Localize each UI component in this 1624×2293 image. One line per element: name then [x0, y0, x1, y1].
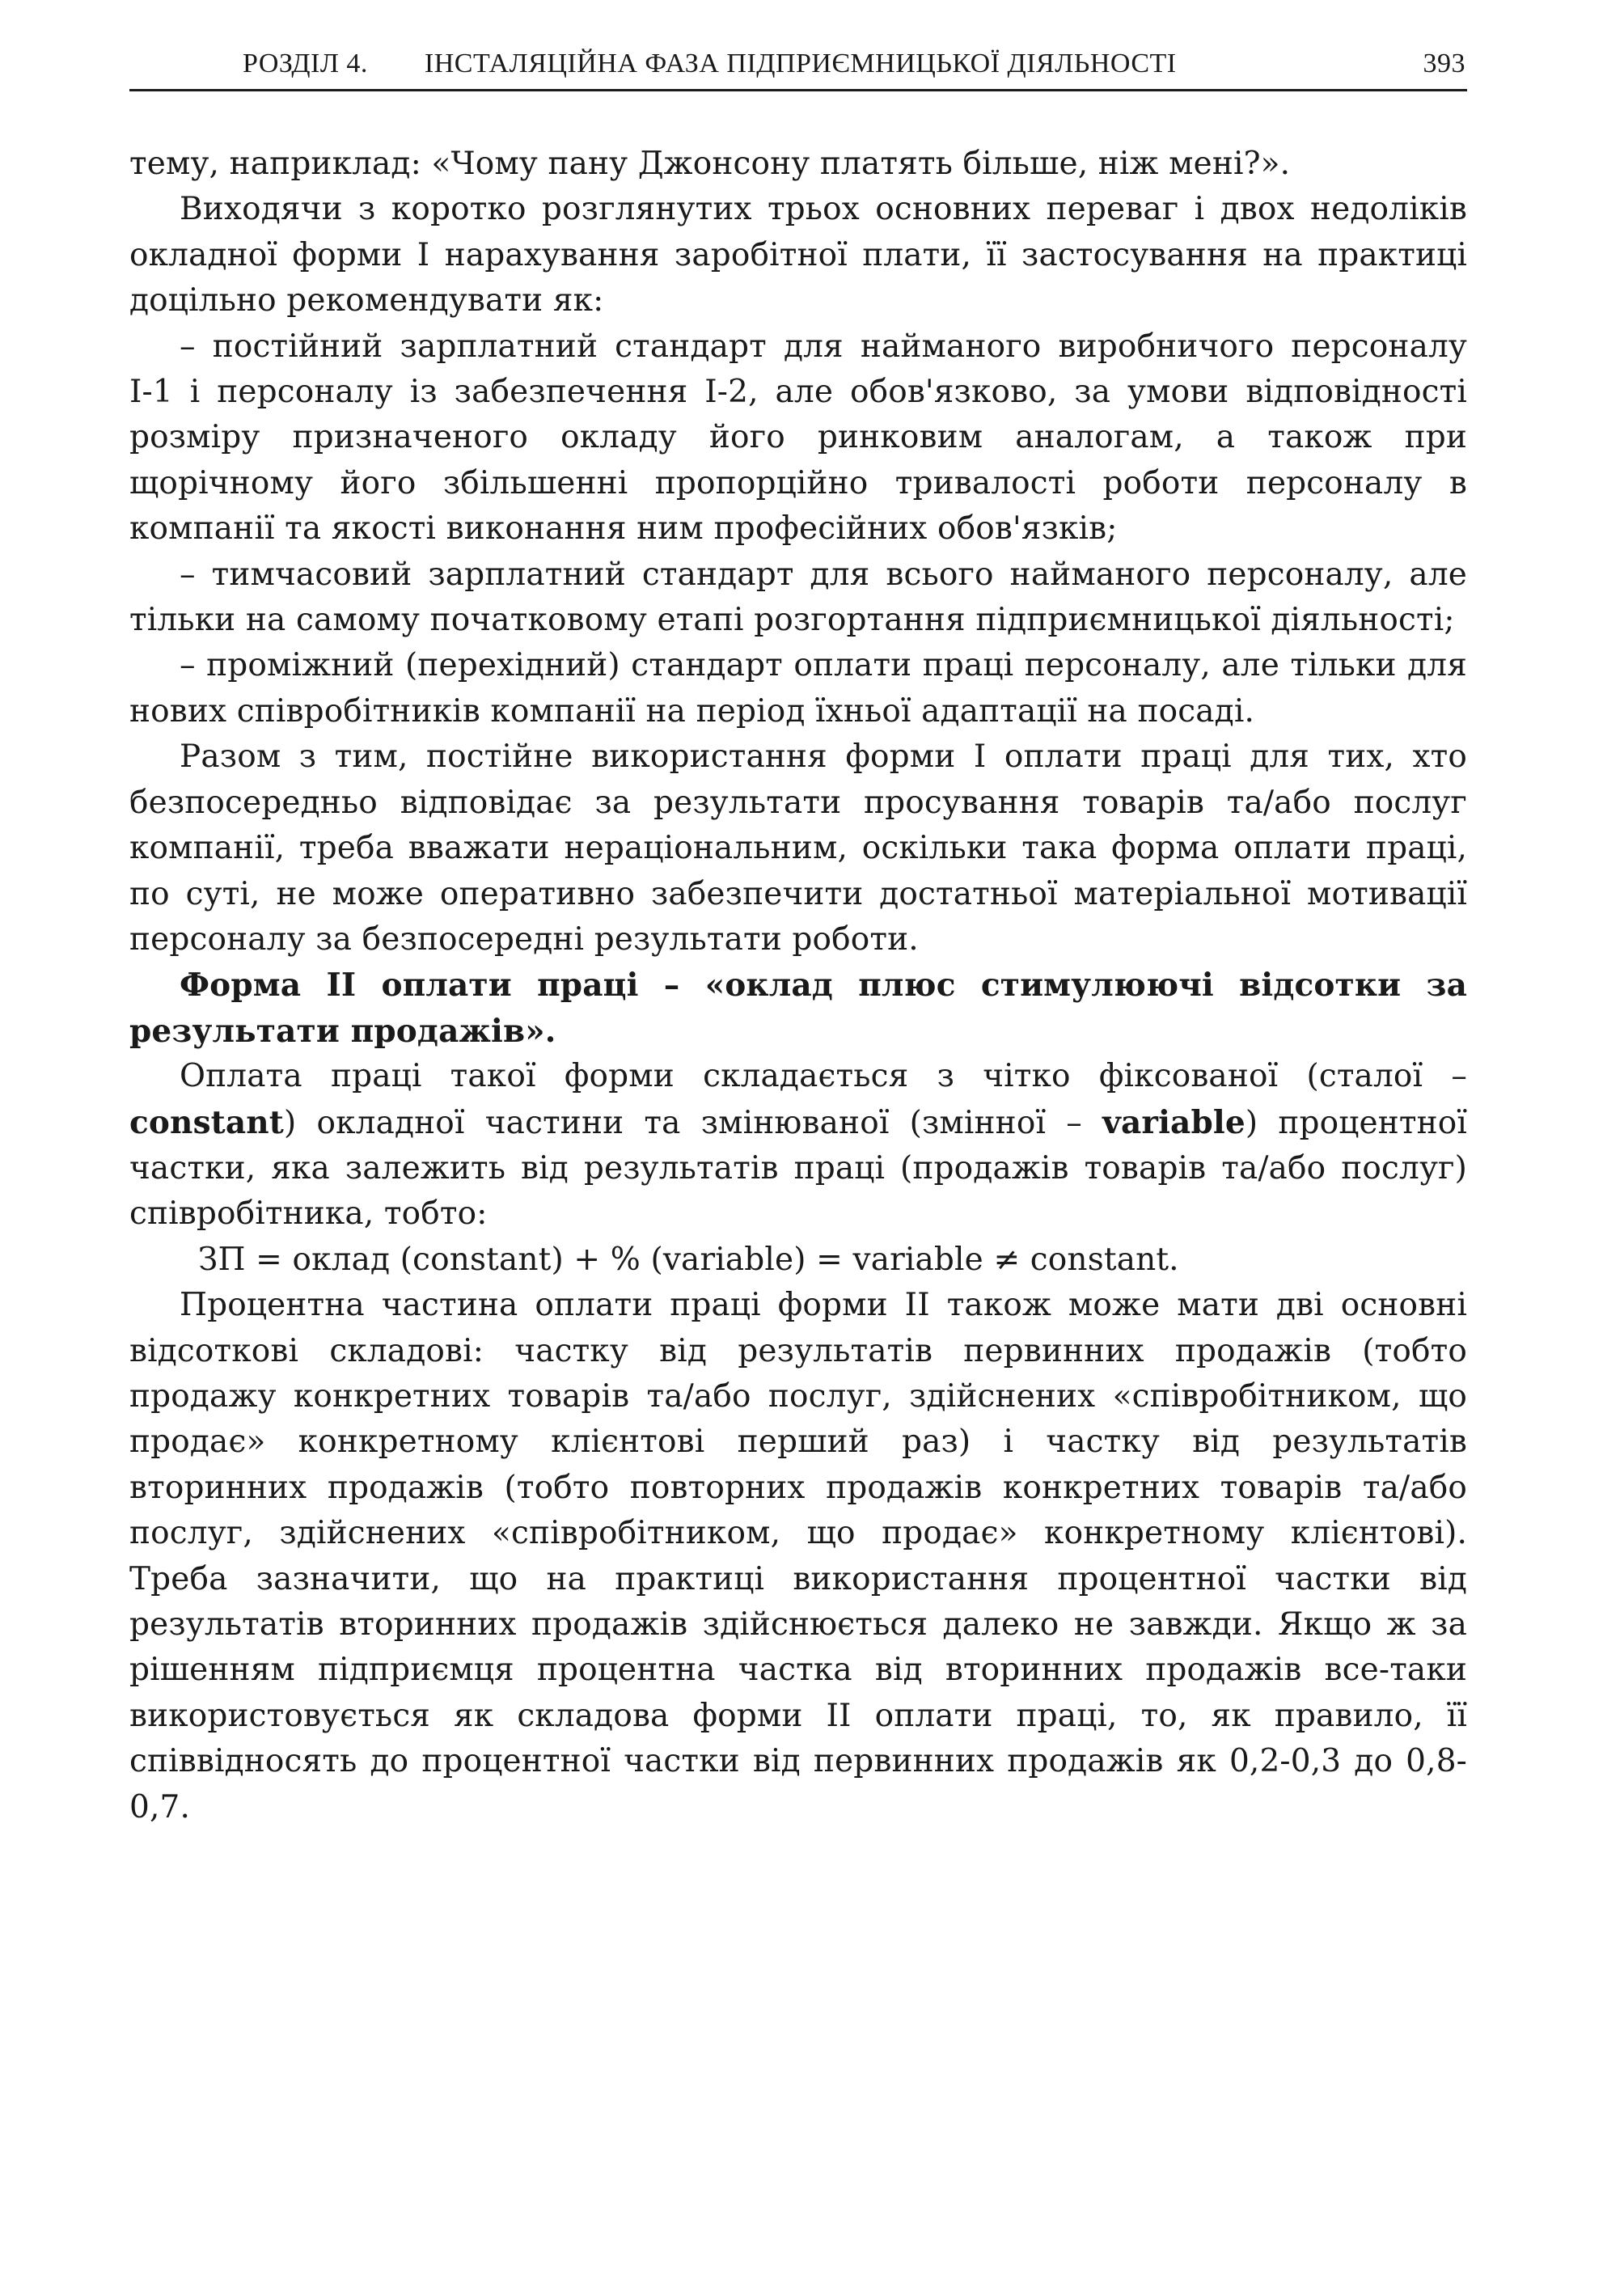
paragraph — [129, 1054, 1467, 1237]
list-item: – постійний зарплатний стандарт для найманого виробничого персоналу І-1 і персоналу із забезпечення І-2, але обов'язково, за умови відповідності розміру призначеного окладу його ринковим аналогам, а також при щорічному його збільшенні пропорційно тривалості роботи персоналу в компанії та якості виконання ним професійних обов'язків; — [129, 328, 1467, 548]
section-heading: Форма ІІ оплати праці – «оклад плюс стимулюючі відсотки за результати продажів». — [129, 967, 1467, 1050]
running-header — [129, 49, 1467, 91]
paragraph: Разом з тим, постійне використання форми І оплати праці для тих, хто безпосередньо відповідає за результати просування товарів та/або послуг компанії, треба вважати нераціональним, оскільки така форма оплати праці, по суті, не може оперативно забезпечити достатньої матеріальної мотивації персоналу за безпосередні результати роботи. — [129, 738, 1467, 958]
paragraph-text: ) окладної частини та змінюваної (змінної – — [283, 1104, 1103, 1141]
body-text — [129, 142, 1467, 1830]
paragraph-text: ) процентної частки, яка залежить від результатів праці (продажів товарів та/або послуг) співробітника, тобто: — [129, 1104, 1467, 1233]
book-page — [129, 49, 1467, 1830]
term-variable: variable — [1102, 1103, 1245, 1141]
list-item: – тимчасовий зарплатний стандарт для всього найманого персоналу, але тільки на самому початковому етапі розгортання підприємницької діяльності; — [129, 556, 1467, 639]
page-number: 393 — [1423, 49, 1465, 78]
list-item: – проміжний (перехідний) стандарт оплати праці персоналу, але тільки для нових співробітників компанії на період їхньої адаптації на посаді. — [129, 647, 1467, 730]
paragraph: Виходячи з коротко розглянутих трьох основних переваг і двох недоліків окладної форми І нарахування заробітної плати, її застосування на практиці доцільно рекомендувати як: — [129, 191, 1467, 319]
term-constant: constant — [129, 1103, 284, 1141]
chapter-title: ІНСТАЛЯЦІЙНА ФАЗА ПІДПРИЄМНИЦЬКОЇ ДІЯЛЬНОСТІ — [424, 49, 1177, 78]
paragraph: Процентна частина оплати праці форми ІІ також може мати дві основні відсоткові складові: частку від результатів первинних продажів (тобто продажу конкретних товарів та/або послуг, здійснених «співробітником, що продає» конкретному клієнтові перший раз) і частку від результатів вторинних продажів (тобто повторних продажів конкретних товарів та/або послуг, здійснених «співробітником, що продає» конкретному клієнтові). Треба зазначити, що на практиці використання процентної частки від результатів вторинних продажів здійснюється далеко не завжди. Якщо ж за рішенням підприємця процентна частка від вторинних продажів все-таки використовується як складова форми ІІ оплати праці, то, як правило, її співвідносять до процентної частки від первинних продажів як 0,2-0,3 до 0,8-0,7. — [129, 1287, 1467, 1826]
section-label: РОЗДІЛ 4. — [243, 49, 368, 78]
formula: ЗП = оклад (constant) + % (variable) = variable ≠ constant. — [198, 1241, 1179, 1278]
paragraph-text: Оплата праці такої форми складається з чітко фіксованої (сталої – — [180, 1058, 1467, 1095]
paragraph: тему, наприклад: «Чому пану Джонсону платять більше, ніж мені?». — [129, 146, 1291, 182]
